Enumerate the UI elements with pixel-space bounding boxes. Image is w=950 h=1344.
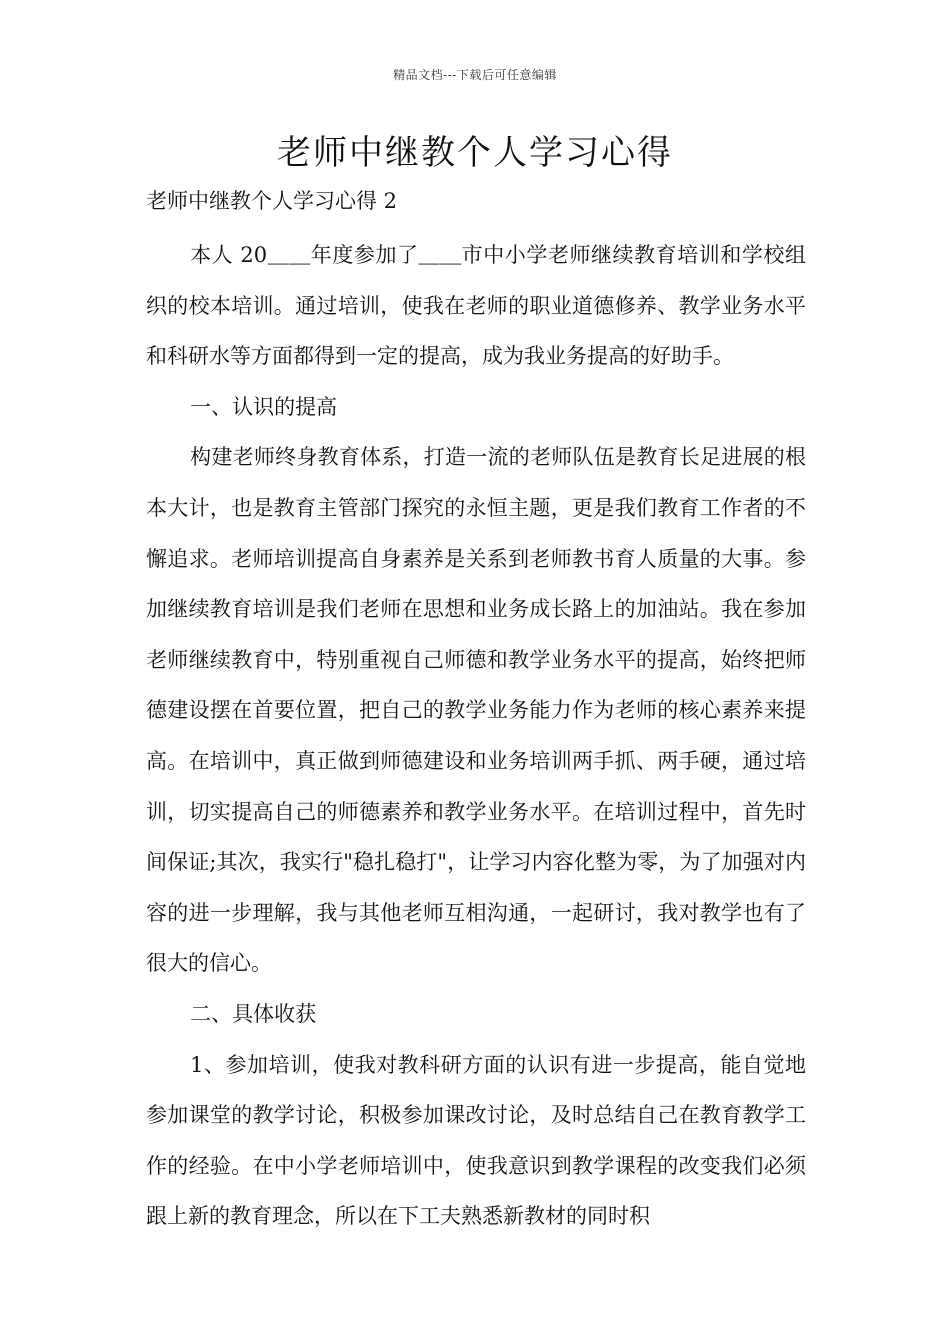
section-heading-1: 一、认识的提高 xyxy=(190,394,338,419)
document-title: 老师中继教个人学习心得 xyxy=(277,133,673,173)
paragraph-section-1: 构建老师终身教育体系，打造一流的老师队伍是教育长足进展的根本大计，也是教育主管部门探究的永恒主题，更是我们教育工作者的不懈追求。老师培训提高自身素养是关系到老师教书育人质量的大事。参加继续教育培训是我们老师在思想和业务成长路上的加油站。我在参加老师继续教育中，特别重视自己师德和教学业务水平的提高，始终把师德建设摆在首要位置，把自己的教学业务能力作为老师的核心素养来提高。在培训中，真正做到师德建设和业务培训两手抓、两手硬，通过培训，切实提高自己的师德素养和教学业务水平。在培训过程中，首先时间保证;其次，我实行"稳扎稳打"，让学习内容化整为零，为了加强对内容的进一步理解，我与其他老师互相沟通，一起研讨，我对教学也有了很大的信心。 xyxy=(146,445,806,976)
paragraph-section-2: 1、参加培训，使我对教科研方面的认识有进一步提高，能自觉地参加课堂的教学讨论，积极参加课改讨论，及时总结自己在教育教学工作的经验。在中小学老师培训中，使我意识到教学课程的改变我们必须跟上新的教育理念，所以在下工夫熟悉新教材的同时积 xyxy=(146,1052,806,1229)
paragraph-intro: 本人 20＿＿年度参加了＿＿市中小学老师继续教育培训和学校组织的校本培训。通过培训，使我在老师的职业道德修养、教学业务水平和科研水等方面都得到一定的提高，成为我业务提高的好助手。 xyxy=(146,243,806,369)
section-heading-2: 二、具体收获 xyxy=(190,1001,317,1026)
document-body xyxy=(146,230,806,1242)
document-subtitle: 老师中继教个人学习心得 2 xyxy=(146,189,398,213)
header-note: 精品文档---下载后可任意编辑 xyxy=(393,68,557,82)
